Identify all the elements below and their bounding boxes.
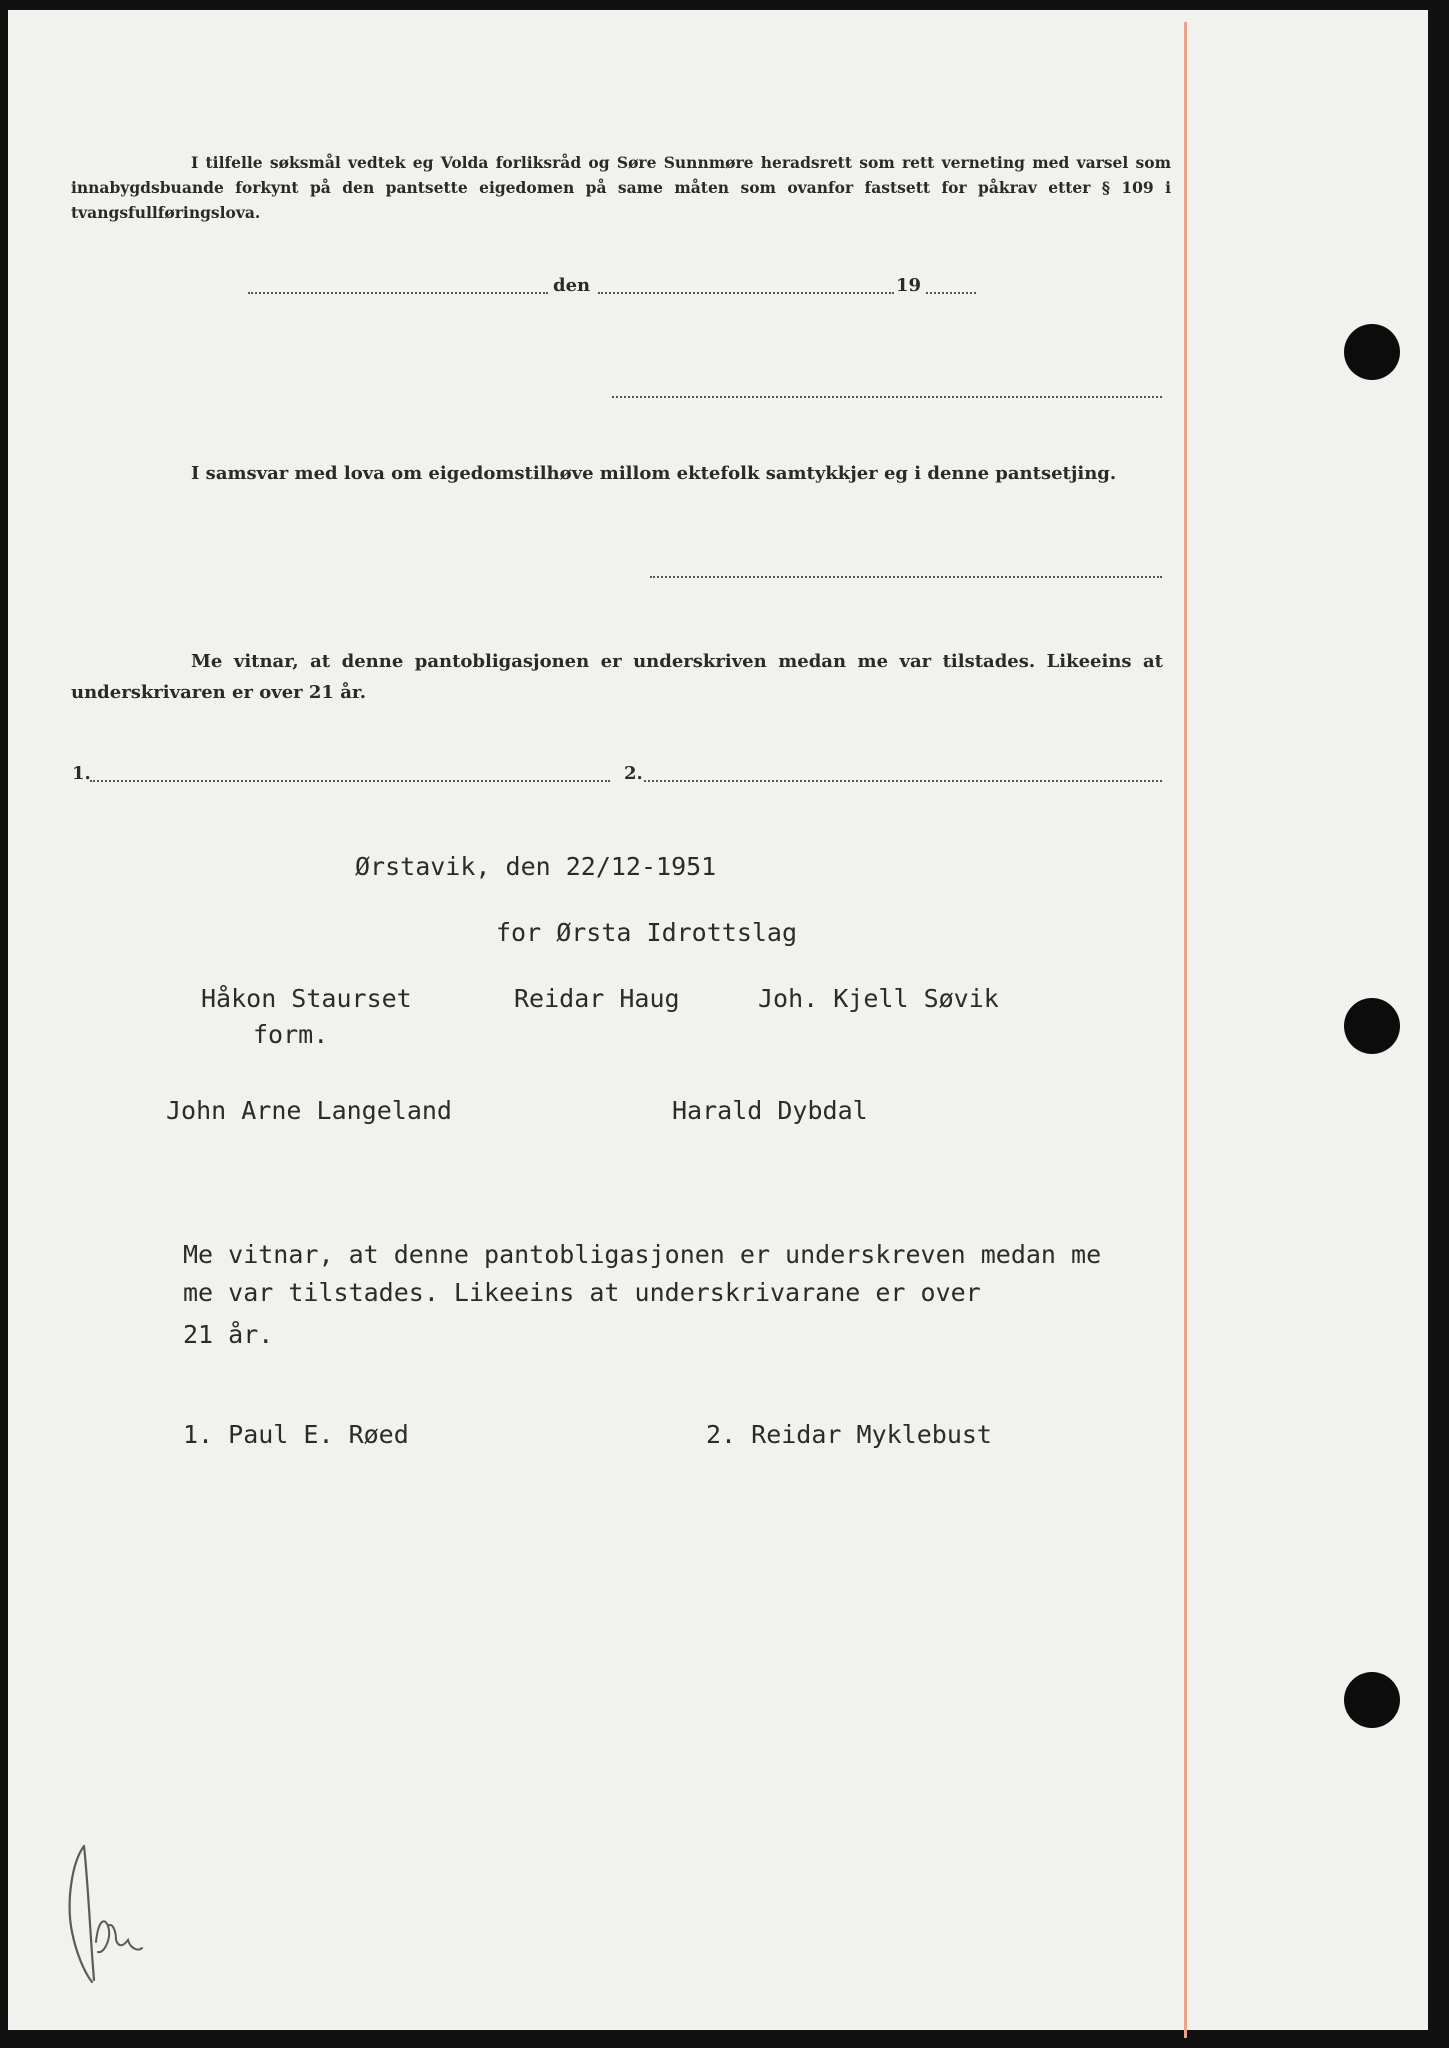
year-label: 19 (896, 275, 922, 296)
binder-hole-top (1344, 324, 1400, 380)
witness-number-1: 1. (72, 763, 91, 784)
binder-hole-bottom (1344, 1672, 1400, 1728)
margin-rule (1184, 22, 1187, 2038)
document-page (8, 10, 1428, 2030)
organisation-line: for Ørsta Idrottslag (496, 918, 798, 947)
signatory-reidar-haug: Reidar Haug (514, 984, 680, 1013)
jurisdiction-clause: I tilfelle søksmål vedtek eg Volda forliksråd og Søre Sunnmøre heradsrett som rett verneting med varsel som innabygdsbuande forkynt på den pantsette eigedomen på same måten som ovanfor fastsett for påkrav etter § 109 i tvangsfullføringslova. (71, 153, 1171, 222)
signatory-kjell-sovik: Joh. Kjell Søvik (758, 984, 999, 1013)
signatory-hakon-staurset: Håkon Staurset (201, 984, 412, 1013)
signatory-harald-dybdal: Harald Dybdal (672, 1096, 868, 1125)
witness-2-line (644, 780, 1162, 782)
den-label: den (553, 275, 591, 296)
witness-paul-roed: 1. Paul E. Røed (183, 1420, 409, 1449)
witness-number-2: 2. (624, 763, 643, 784)
place-dotted-line (248, 292, 548, 294)
spouse-signature-line (650, 576, 1162, 578)
signatory-role: form. (253, 1020, 329, 1049)
typed-witness-line-2: me var tilstades. Likeeins at underskrivarane er over (183, 1278, 981, 1307)
owner-signature-line (612, 396, 1162, 398)
spouse-consent: I samsvar med lova om eigedomstilhøve millom ektefolk samtykkjer eg i denne pantsetjing. (191, 463, 1117, 484)
binder-hole-middle (1344, 998, 1400, 1054)
typed-witness-line-1: Me vitnar, at denne pantobligasjonen er underskreven medan me (183, 1240, 1102, 1269)
witness-reidar-myklebust: 2. Reidar Myklebust (706, 1420, 992, 1449)
witness-statement-printed: Me vitnar, at denne pantobligasjonen er underskriven medan me var tilstades. Likeeins at underskrivaren er over 21 år. (71, 651, 1163, 703)
place-date: Ørstavik, den 22/12-1951 (355, 852, 717, 881)
handwritten-initials (58, 1822, 178, 1992)
witness-1-line (90, 780, 610, 782)
date-dotted-line (598, 292, 894, 294)
typed-witness-line-3: 21 år. (183, 1320, 274, 1349)
year-dotted-line (926, 292, 976, 294)
signatory-john-arne-langeland: John Arne Langeland (166, 1096, 452, 1125)
